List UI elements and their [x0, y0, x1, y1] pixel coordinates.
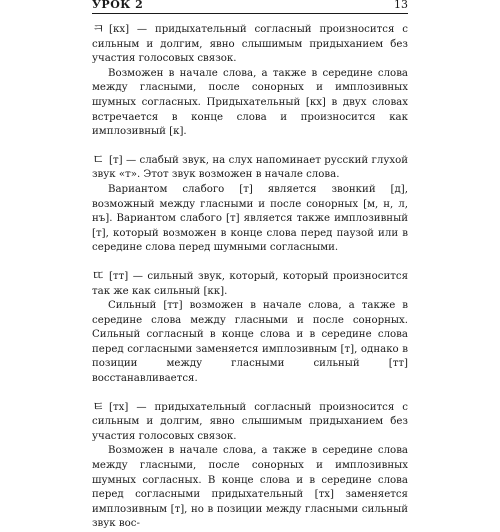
hangul-letter: ㄸ: [92, 268, 105, 284]
entry-tt: [92, 270, 408, 299]
paragraph: Вариантом слабого [т] является звонкий [д], возможный между гласными и после сонорных [м, н, л, нъ]. Вариантом слабого [т] является также имплозивный [т], который возможен в конце слова перед паузой или в середине слова перед шумными согласными.: [92, 183, 408, 254]
page-header: [92, 0, 408, 14]
hangul-letter: ㄷ: [92, 152, 105, 168]
entry-t: [92, 154, 408, 183]
hangul-letter: ㅌ: [92, 399, 105, 415]
hangul-letter: ㅋ: [92, 22, 105, 37]
section-kh: [92, 23, 408, 140]
entry-text: [тх] — придыхательный согласный произносится с сильным и долгим, явно слышимым придыханием без участия голосовых связок.: [92, 401, 408, 442]
paragraph: Возможен в начале слова, а также в середине слова между гласными, после сонорных и имплозивных шумных согласных. В конце слова и в середине слова перед согласными придыхательный [тх] заменяется имплозивным [т], но в позиции между гласными сильный звук вос-: [92, 445, 408, 530]
section-tt: [92, 270, 408, 387]
entry-text: [т] — слабый звук, на слух напоминает русский глухой звук «т». Этот звук возможен в начале слова.: [92, 154, 408, 181]
entry-kh: [92, 23, 408, 67]
section-th: [92, 401, 408, 532]
entry-th: [92, 401, 408, 445]
entry-text: [тт] — сильный звук, который, который произносится так же как сильный [кк].: [92, 270, 408, 297]
paragraph: Возможен в начале слова, а также в середине слова между гласными, после сонорных и имплозивных шумных согласных. Придыхательный [кх] в двух словах встречается в конце слова и произносится как имплозивный [к].: [92, 67, 408, 138]
paragraph: Сильный [тт] возможен в начале слова, а также в середине слова между гласными и после сонорных. Сильный согласный в конце слова и в середине слова перед согласными заменяется имплозивным [т], однако в позиции между гласными сильный [тт] восстанавливается.: [92, 300, 408, 385]
entry-text: [кх] — придыхательный согласный произносится с сильным и долгим, явно слышимым придыханием без участия голосовых связок.: [92, 24, 408, 65]
page-body: [92, 23, 408, 532]
lesson-title: УРОК 2: [92, 0, 144, 11]
page-number: 13: [394, 0, 408, 11]
section-t: [92, 154, 408, 256]
